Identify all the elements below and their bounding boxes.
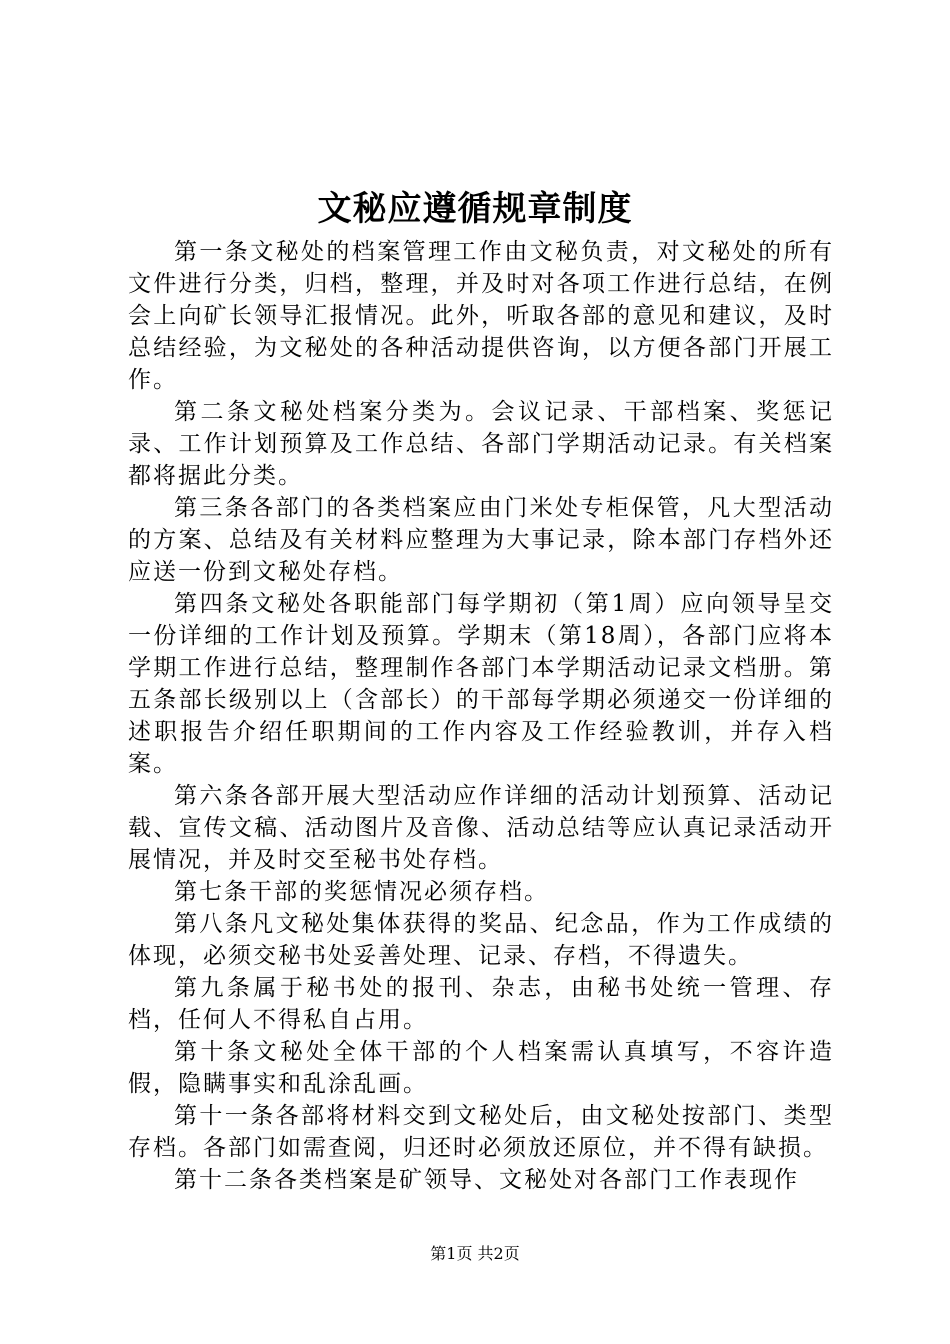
document-body	[128, 236, 834, 1196]
article-9: 第九条属于秘书处的报刊、杂志，由秘书处统一管理、存档，任何人不得私自占用。	[128, 975, 834, 1033]
article-1: 第一条文秘处的档案管理工作由文秘负责，对文秘处的所有文件进行分类，归档，整理，并及时对各项工作进行总结，在例会上向矿长领导汇报情况。此外，听取各部的意见和建议，及时总结经验，为文秘处的各种活动提供咨询，以方便各部门开展工作。	[128, 239, 834, 393]
document-title: 文秘应遵循规章制度	[317, 189, 633, 229]
article-11: 第十一条各部将材料交到文秘处后，由文秘处按部门、类型存档。各部门如需查阅，归还时必须放还原位，并不得有缺损。	[128, 1103, 834, 1161]
article-10: 第十条文秘处全体干部的个人档案需认真填写，不容许造假，隐瞒事实和乱涂乱画。	[128, 1039, 834, 1097]
article-6: 第六条各部开展大型活动应作详细的活动计划预算、活动记载、宣传文稿、活动图片及音像、活动总结等应认真记录活动开展情况，并及时交至秘书处存档。	[128, 783, 834, 873]
article-4-5: 第四条文秘处各职能部门每学期初（第1周）应向领导呈交一份详细的工作计划及预算。学期末（第18周），各部门应将本学期工作进行总结，整理制作各部门本学期活动记录文档册。第五条部长级别以上（含部长）的干部每学期必须递交一份详细的述职报告介绍任职期间的工作内容及工作经验教训，并存入档案。	[128, 591, 834, 777]
article-12: 第十二条各类档案是矿领导、文秘处对各部门工作表现作	[174, 1167, 799, 1193]
article-8: 第八条凡文秘处集体获得的奖品、纪念品，作为工作成绩的体现，必须交秘书处妥善处理、记录、存档，不得遗失。	[128, 911, 834, 969]
article-2: 第二条文秘处档案分类为。会议记录、干部档案、奖惩记录、工作计划预算及工作总结、各部门学期活动记录。有关档案都将据此分类。	[128, 399, 834, 489]
article-3: 第三条各部门的各类档案应由门米处专柜保管，凡大型活动的方案、总结及有关材料应整理为大事记录，除本部门存档外还应送一份到文秘处存档。	[128, 495, 834, 585]
page-footer: 第1页 共2页	[430, 1244, 520, 1263]
article-7: 第七条干部的奖惩情况必须存档。	[174, 879, 549, 905]
